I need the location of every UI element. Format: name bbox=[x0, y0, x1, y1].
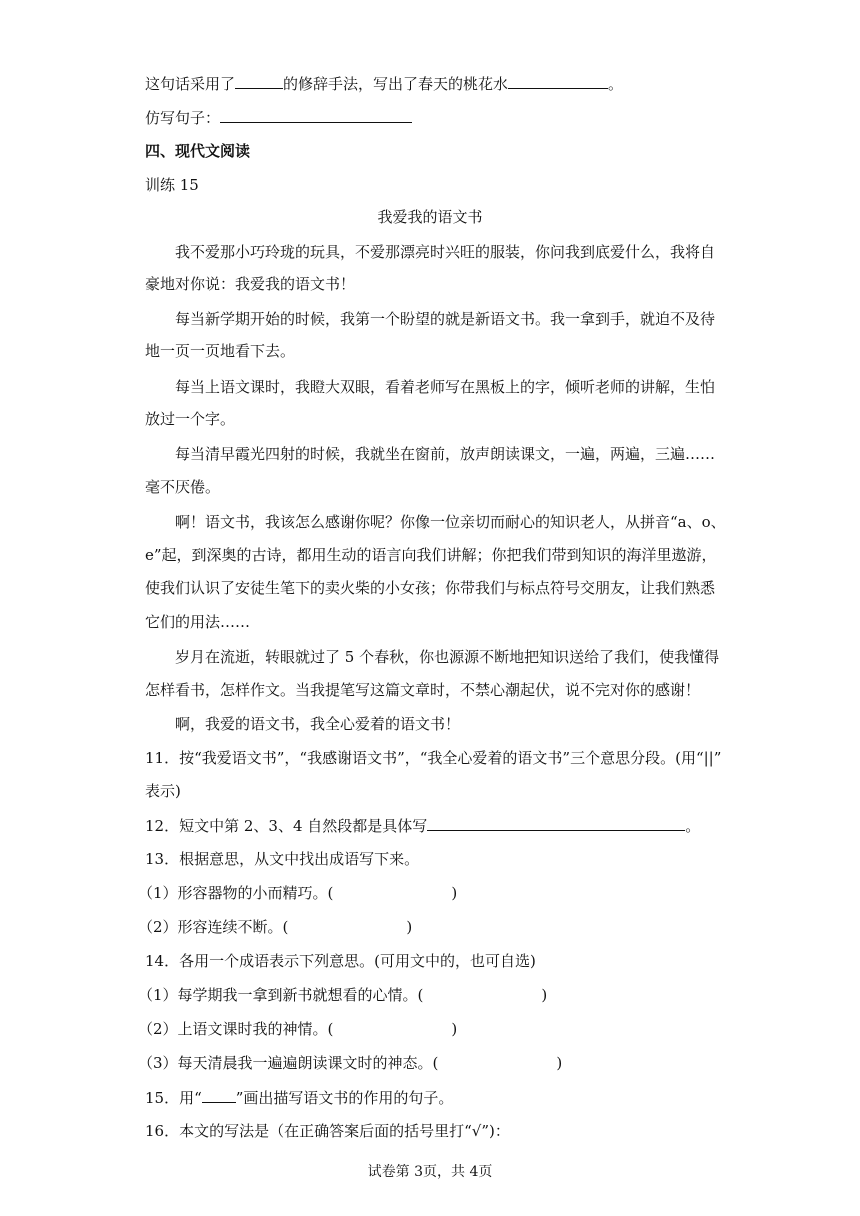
text: 。 bbox=[608, 75, 624, 93]
question-14: 14．各用一个成语表示下列意思。(可用文中的，也可自选) bbox=[145, 952, 536, 970]
text: 15．用“ bbox=[145, 1089, 202, 1107]
article-line: 每当清早霞光四射的时候，我就坐在窗前，放声朗读课文，一遍，两遍，三遍…… bbox=[175, 445, 716, 463]
text: ”画出描写语文书的作用的句子。 bbox=[235, 1089, 454, 1107]
section-heading: 四、现代文阅读 bbox=[145, 142, 251, 160]
question-11-cont: 表示) bbox=[145, 782, 181, 800]
prev-question-line bbox=[145, 73, 623, 94]
text: （3）每天清晨我一遍遍朗读课文时的神态。( bbox=[138, 1054, 439, 1072]
article-line: 啊，我爱的语文书，我全心爱着的语文书！ bbox=[175, 715, 461, 733]
article-line: 豪地对你说：我爱我的语文书！ bbox=[145, 275, 356, 293]
question-13-1 bbox=[138, 883, 457, 903]
question-13: 13．根据意思，从文中找出成语写下来。 bbox=[145, 850, 420, 868]
question-13-2 bbox=[138, 917, 412, 937]
article-line: 每当新学期开始的时候，我第一个盼望的就是新语文书。我一拿到手，就迫不及待 bbox=[175, 310, 716, 328]
text: 仿写句子： bbox=[145, 109, 221, 127]
answer-blank[interactable] bbox=[220, 107, 412, 123]
article-title: 我爱我的语文书 bbox=[377, 208, 483, 226]
imitate-line bbox=[145, 107, 412, 128]
text: 这句话采用了 bbox=[145, 75, 236, 93]
text: 。 bbox=[685, 817, 701, 835]
article-line: 每当上语文课时，我瞪大双眼，看着老师写在黑板上的字，倾听老师的讲解，生怕 bbox=[175, 378, 716, 396]
question-12 bbox=[145, 815, 700, 836]
text: （2）上语文课时我的神情。( bbox=[138, 1020, 334, 1038]
article-line: 我不爱那小巧玲珑的玩具，不爱那漂亮时兴旺的服装，你问我到底爱什么，我将自 bbox=[175, 243, 716, 261]
question-16: 16．本文的写法是（在正确答案后面的括号里打“√”)： bbox=[145, 1122, 510, 1140]
text: ) bbox=[556, 1054, 563, 1072]
question-11: 11．按“我爱语文书”，“我感谢语文书”，“我全心爱着的语文书”三个意思分段。(用“||” bbox=[145, 749, 722, 767]
text: 的修辞手法，写出了春天的桃花水 bbox=[283, 75, 509, 93]
text: ) bbox=[451, 884, 458, 902]
article-line: e”起，到深奥的古诗，都用生动的语言向我们讲解；你把我们带到知识的海洋里遨游， bbox=[145, 546, 717, 564]
article-line: 毫不厌倦。 bbox=[145, 478, 221, 496]
text: （1）形容器物的小而精巧。( bbox=[138, 884, 334, 902]
article-line: 它们的用法…… bbox=[145, 613, 251, 631]
question-14-2 bbox=[138, 1019, 457, 1039]
text: ) bbox=[541, 986, 548, 1004]
article-line: 使我们认识了安徒生笔下的卖火柴的小女孩；你带我们与标点符号交朋友，让我们熟悉 bbox=[145, 579, 716, 597]
page-footer: 试卷第 3页，共 4页 bbox=[367, 1164, 493, 1180]
article-line: 怎样看书，怎样作文。当我提笔写这篇文章时，不禁心潮起伏，说不完对你的感谢！ bbox=[145, 681, 701, 699]
article-line: 岁月在流逝，转眼就过了 5 个春秋，你也源源不断地把知识送给了我们，使我懂得 bbox=[175, 648, 720, 666]
text: 12．短文中第 2、3、4 自然段都是具体写 bbox=[145, 817, 428, 835]
text: （1）每学期我一拿到新书就想看的心情。( bbox=[138, 986, 424, 1004]
answer-blank[interactable] bbox=[427, 815, 685, 831]
answer-blank[interactable] bbox=[235, 73, 283, 89]
text: ) bbox=[451, 1020, 458, 1038]
underline-sample bbox=[202, 1087, 236, 1103]
answer-blank[interactable] bbox=[508, 73, 608, 89]
question-14-3 bbox=[138, 1053, 562, 1073]
article-line: 放过一个字。 bbox=[145, 410, 236, 428]
article-line: 啊！语文书，我该怎么感谢你呢？你像一位亲切而耐心的知识老人，从拼音“a、o、 bbox=[175, 513, 726, 531]
training-label: 训练 15 bbox=[145, 176, 199, 194]
text: ) bbox=[406, 918, 413, 936]
question-15 bbox=[145, 1087, 453, 1108]
text: （2）形容连续不断。( bbox=[138, 918, 289, 936]
article-line: 地一页一页地看下去。 bbox=[145, 342, 296, 360]
question-14-1 bbox=[138, 985, 547, 1005]
